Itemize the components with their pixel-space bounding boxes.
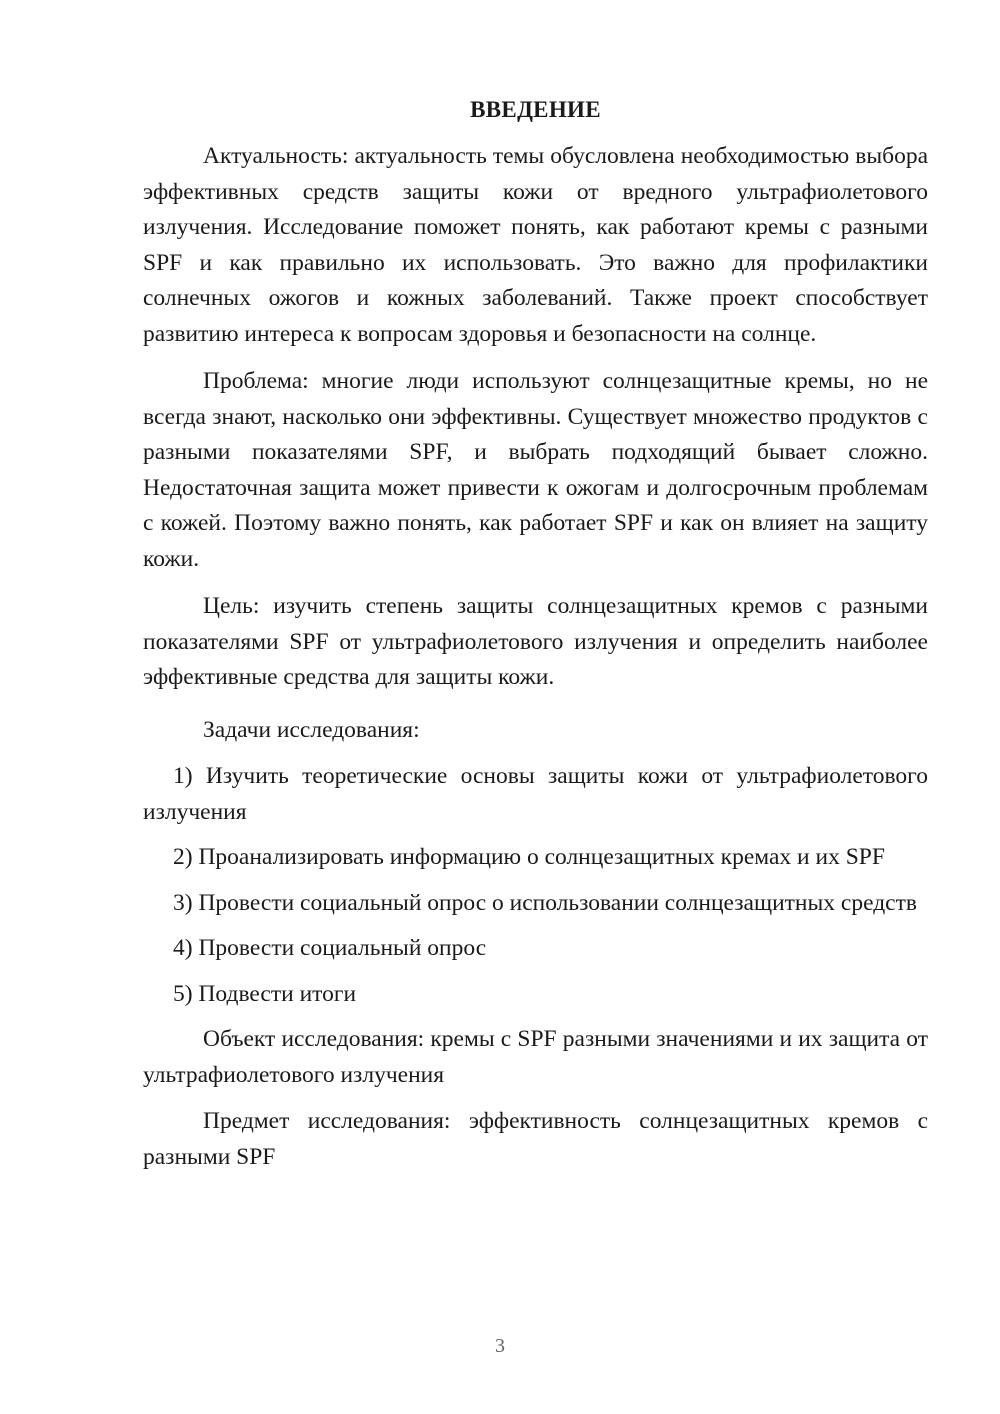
object-paragraph: Объект исследования: кремы с SPF разными значениями и их защита от ультрафиолетового излучения xyxy=(143,1026,928,1088)
task-item-4: 4) Провести социальный опрос xyxy=(173,935,487,961)
goal-paragraph: Цель: изучить степень защиты солнцезащитных кремов с разными показателями SPF от ультрафиолетового излучения и определить наиболее эффективные средства для защиты кожи. xyxy=(143,593,928,690)
page-number: 3 xyxy=(495,1335,505,1357)
subject-paragraph: Предмет исследования: эффективность солнцезащитных кремов с разными SPF xyxy=(143,1108,928,1170)
task-item-3: 3) Провести социальный опрос о использовании солнцезащитных средств xyxy=(173,889,917,916)
task-item-2: 2) Проанализировать информацию о солнцезащитных кремах и их SPF xyxy=(173,844,885,870)
page-content xyxy=(143,92,928,1185)
task-item-1: 1) Изучить теоретические основы защиты кожи от ультрафиолетового излучения xyxy=(143,763,928,825)
problem-paragraph: Проблема: многие люди используют солнцезащитные кремы, но не всегда знают, насколько они эффективны. Существует множество продуктов с разными показателями SPF, и выбрать подходящий бывает сложно. Недостаточная защита может привести к ожогам и долгосрочным проблемам с кожей. Поэтому важно понять, как работает SPF и как он влияет на защиту кожи. xyxy=(143,368,928,572)
relevance-paragraph: Актуальность: актуальность темы обусловлена необходимостью выбора эффективных средств защиты кожи от вредного ультрафиолетового излучения. Исследование поможет понять, как работают кремы с разными SPF и как правильно их использовать. Это важно для профилактики солнечных ожогов и кожных заболеваний. Также проект способствует развитию интереса к вопросам здоровья и безопасности на солнце. xyxy=(143,143,928,347)
task-item-5: 5) Подвести итоги xyxy=(173,980,357,1007)
tasks-list xyxy=(143,759,928,1012)
tasks-heading: Задачи исследования: xyxy=(203,716,420,743)
section-title: ВВЕДЕНИЕ xyxy=(470,97,601,122)
